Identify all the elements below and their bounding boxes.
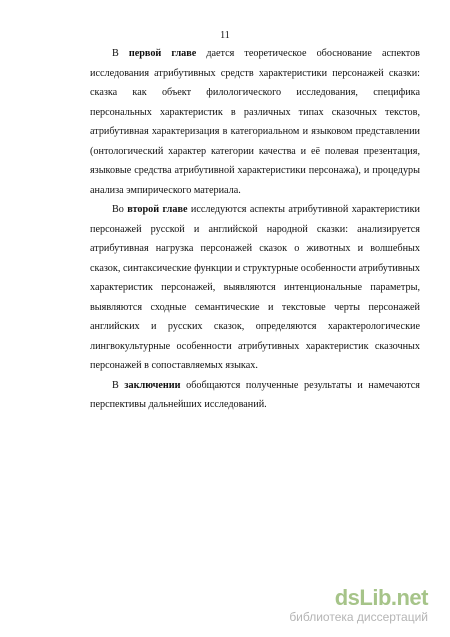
paragraph-conclusion bbox=[90, 376, 420, 415]
paragraph-second-chapter bbox=[90, 200, 420, 376]
paragraph-lead: Во bbox=[112, 204, 128, 215]
watermark bbox=[289, 587, 428, 625]
page-number: 11 bbox=[220, 30, 230, 41]
watermark-logo: dsLib.net bbox=[334, 585, 428, 610]
paragraph-text: обобщаются полученные результаты и намечаются перспективы дальнейших исследований. bbox=[90, 379, 420, 410]
watermark-subtitle: библиотека диссертаций bbox=[289, 610, 428, 624]
paragraph-text: исследуются аспекты атрибутивной характеристики персонажей русской и английской народной сказки: анализируется атрибутивная нагрузка персонажей сказок о животных и волшебных сказок, синтаксические функции и структурные особенности атрибутивных характеристик персонажей, выявляются интенциональные параметры, выявляются сходные семантические и текстовые черты персонажей английских и русских сказок, определяются характерологические лингвокультурные особенности атрибутивных характеристик сказочных персонажей в сопоставляемых языках. bbox=[90, 204, 420, 371]
paragraph-lead: В bbox=[112, 379, 125, 391]
paragraph-first-chapter bbox=[90, 44, 420, 200]
paragraph-bold-term: заключении bbox=[124, 379, 181, 391]
paragraph-text: дается теоретическое обоснование аспектов исследования атрибутивных средств характеристики персонажей сказки: сказка как объект филологического исследования, специфика персональных характеристик в различных типах сказочных текстов, атрибутивная характеризация в категориальном и языковом представлении (онтологический характер категории качества и её полевая презентация, языковые средства атрибутивной характеристики персонажа), и процедуры анализа эмпирического материала. bbox=[90, 48, 420, 196]
paragraph-bold-term: второй главе bbox=[127, 204, 188, 215]
document-body bbox=[90, 44, 420, 415]
paragraph-bold-term: первой главе bbox=[128, 48, 197, 59]
paragraph-lead: В bbox=[112, 48, 129, 59]
